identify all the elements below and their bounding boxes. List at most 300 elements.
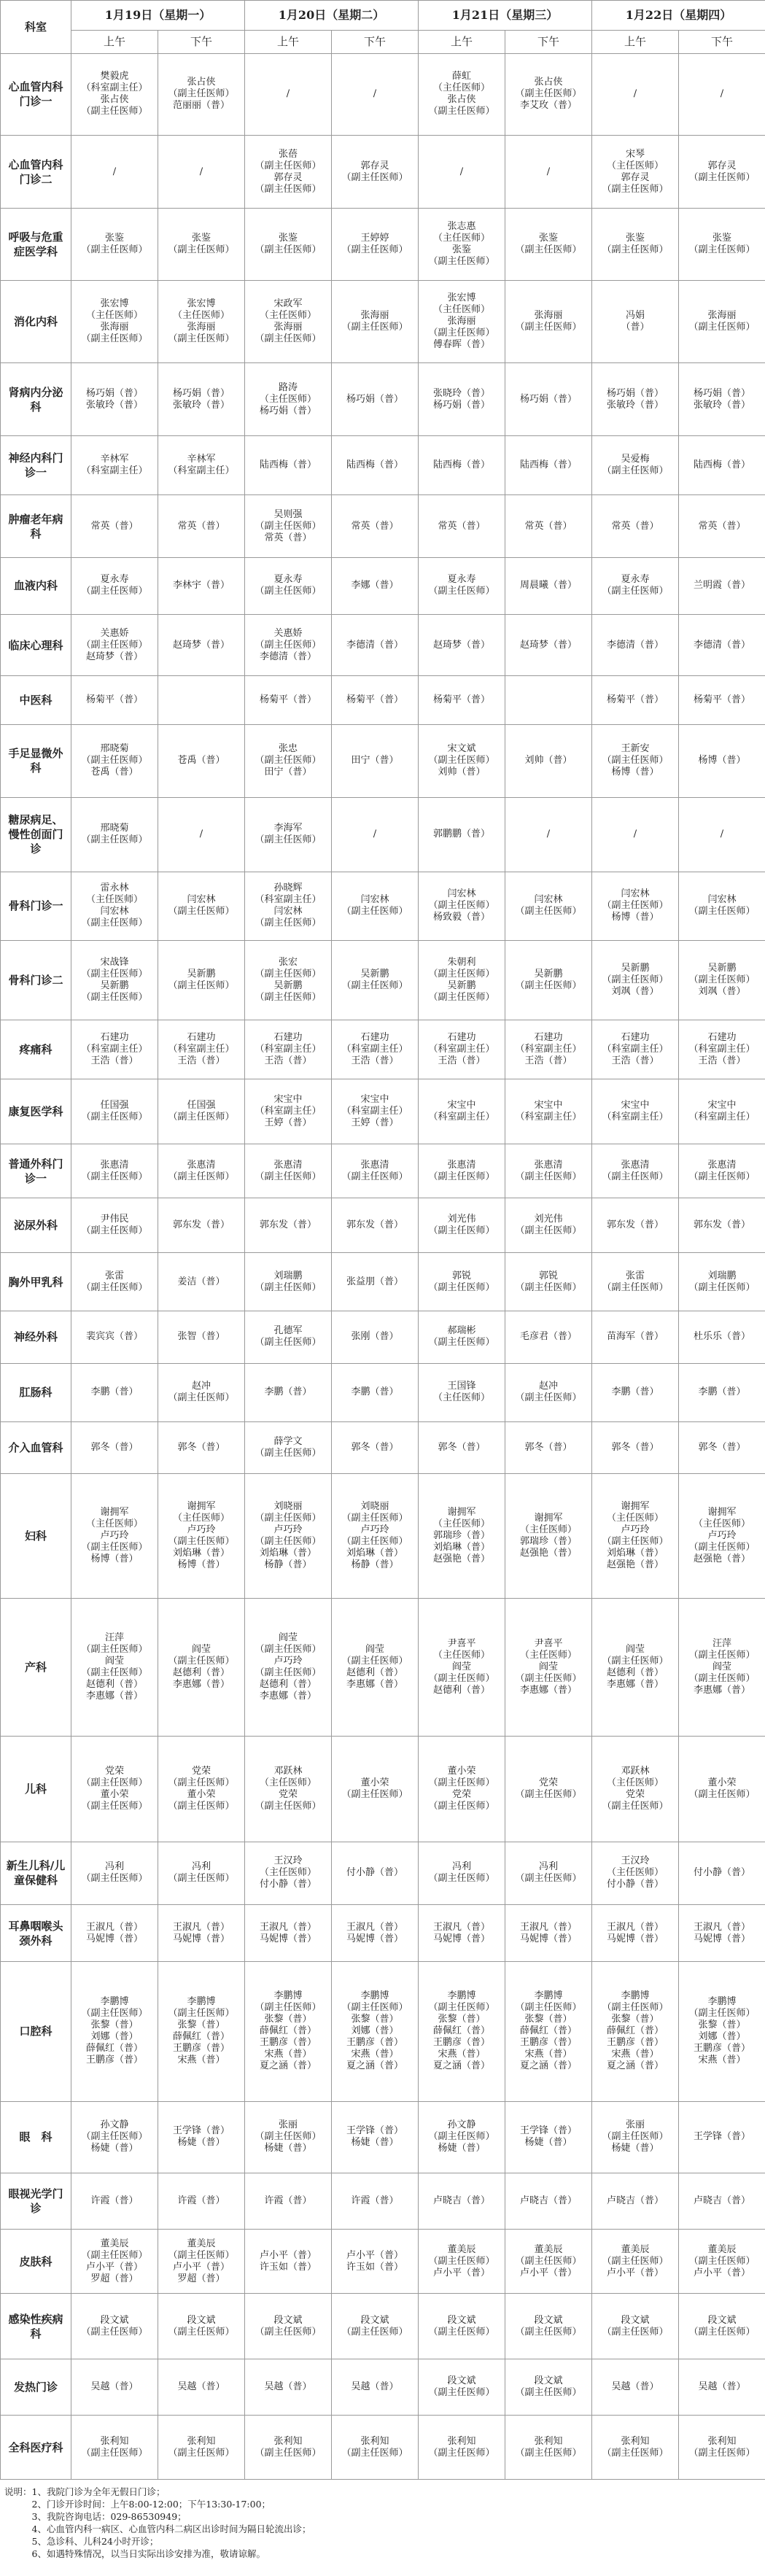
doctor-cell: 李鹏博 （副主任医师） 张黎（普） 刘娜（普） 王鹏彦（普） 宋燕（普） 夏之涵（普） (332, 1962, 419, 2101)
doctor-cell: 刘瑞鹏 （副主任医师） (679, 1252, 765, 1311)
doctor-cell: 张鉴 （副主任医师） (592, 209, 679, 280)
doctor-cell: 李鹏（普） (332, 1363, 419, 1421)
doctor-cell: 郭冬（普） (592, 1421, 679, 1474)
doctor-cell: 阎莹 （副主任医师） 赵德利（普） 李惠娜（普） (592, 1599, 679, 1737)
doctor-cell: 王汉玲 （主任医师） 付小静（普） (592, 1842, 679, 1905)
doctor-cell: 董小荣 （副主任医师） (332, 1737, 419, 1842)
table-row (1, 1599, 765, 1737)
doctor-cell: 许霞（普） (332, 2173, 419, 2229)
doctor-cell: 赵琦梦（普） (158, 614, 245, 675)
doctor-cell: 田宁（普） (332, 724, 419, 797)
doctor-cell: / (679, 798, 765, 872)
doctor-cell: 尹伟民 （副主任医师） (71, 1198, 158, 1253)
doctor-cell: 张海丽 （副主任医师） (679, 280, 765, 362)
table-row (1, 798, 765, 872)
doctor-cell: 薛虹 （主任医师） 张占侠 （副主任医师） (419, 53, 505, 135)
doctor-cell: 闫宏林 （副主任医师） (505, 872, 592, 940)
doctor-cell: 张刚（普） (332, 1311, 419, 1364)
doctor-cell: 王国锋 （主任医师） (419, 1363, 505, 1421)
doctor-cell: 朱朝利 （副主任医师） 吴新鹏 （副主任医师） (419, 940, 505, 1020)
doctor-cell: 刘帅（普） (505, 724, 592, 797)
doctor-cell: 王淑凡（普） 马妮博（普） (419, 1905, 505, 1962)
table-row (1, 1144, 765, 1198)
doctor-cell: 石建功 （科室副主任） 王浩（普） (679, 1020, 765, 1079)
doctor-cell: 谢拥军 （主任医师） 郭瑞珍（普） 刘焰琳（普） 赵强艳（普） (419, 1474, 505, 1599)
doctor-cell: / (158, 798, 245, 872)
table-row (1, 2229, 765, 2294)
doctor-cell: 闫宏林 （副主任医师） 杨致毅（普） (419, 872, 505, 940)
doctor-cell: 董美辰 （副主任医师） 卢小平（普） (592, 2229, 679, 2294)
doctor-cell: 党荣 （副主任医师） 董小荣 （副主任医师） (158, 1737, 245, 1842)
doctor-cell: 常英（普） (419, 495, 505, 557)
doctor-cell: / (505, 135, 592, 208)
doctor-cell: 王淑凡（普） 马妮博（普） (505, 1905, 592, 1962)
note-line: 3、我院咨询电话：029-86530949； (4, 2511, 187, 2522)
dept-name: 新生儿科/儿童保健科 (1, 1842, 71, 1905)
doctor-cell: 李德清（普） (332, 614, 419, 675)
table-row (1, 2173, 765, 2229)
doctor-cell: 张惠清 （副主任医师） (332, 1144, 419, 1198)
doctor-cell: 常英（普） (505, 495, 592, 557)
doctor-cell: 冯利 （副主任医师） (158, 1842, 245, 1905)
doctor-cell: 杜乐乐（普） (679, 1311, 765, 1364)
doctor-cell: 董美辰 （副主任医师） 卢小平（普） 罗超（普） (71, 2229, 158, 2294)
table-row (1, 1962, 765, 2101)
doctor-cell: 王汉玲 （主任医师） 付小静（普） (245, 1842, 332, 1905)
doctor-cell: 赵冲 （副主任医师） (158, 1363, 245, 1421)
doctor-cell: 董小荣 （副主任医师） 党荣 （副主任医师） (419, 1737, 505, 1842)
doctor-cell: 辛林军 （科室副主任） (158, 436, 245, 495)
doctor-cell: 谢拥军 （主任医师） 郭瑞珍（普） 赵强艳（普） (505, 1474, 592, 1599)
doctor-cell: 张蓓 （副主任医师） 郭存灵 （副主任医师） (245, 135, 332, 208)
doctor-cell: 王淑凡（普） 马妮博（普） (245, 1905, 332, 1962)
doctor-cell: 孙文静 （副主任医师） 杨婕（普） (419, 2101, 505, 2173)
doctor-cell: 张占侠 （副主任医师） 李艾玫（普） (505, 53, 592, 135)
doctor-cell: 杨菊平（普） (419, 676, 505, 724)
doctor-cell: 张利知 （副主任医师） (71, 2416, 158, 2480)
doctor-cell: 张惠清 （副主任医师） (679, 1144, 765, 1198)
doctor-cell: 许霞（普） (245, 2173, 332, 2229)
doctor-cell: 郭冬（普） (332, 1421, 419, 1474)
doctor-cell: 杨菊平（普） (245, 676, 332, 724)
doctor-cell: 宋宝中 （科室副主任） 王婷（普） (332, 1079, 419, 1144)
doctor-cell: 张宏博 （主任医师） 张海丽 （副主任医师） (71, 280, 158, 362)
doctor-cell: 张利知 （副主任医师） (419, 2416, 505, 2480)
table-row (1, 209, 765, 280)
doctor-cell: 李鹏（普） (592, 1363, 679, 1421)
doctor-cell: / (592, 798, 679, 872)
doctor-cell: 宋宝中 （科室副主任） (505, 1079, 592, 1144)
doctor-cell: 党荣 （副主任医师） 董小荣 （副主任医师） (71, 1737, 158, 1842)
doctor-cell: 郭冬（普） (679, 1421, 765, 1474)
doctor-cell: 闫宏林 （副主任医师） (158, 872, 245, 940)
doctor-cell: 刘光伟 （副主任医师） (505, 1198, 592, 1253)
doctor-cell: 张惠清 （副主任医师） (158, 1144, 245, 1198)
doctor-cell: 刘晓丽 （副主任医师） 卢巧玲 （副主任医师） 刘焰琳（普） 杨静（普） (332, 1474, 419, 1599)
doctor-cell: 张雷 （副主任医师） (71, 1252, 158, 1311)
doctor-cell: 陆西梅（普） (245, 436, 332, 495)
doctor-cell: 裴宾宾（普） (71, 1311, 158, 1364)
doctor-cell: 邓跃林 （主任医师） 党荣 （副主任医师） (245, 1737, 332, 1842)
doctor-cell: 段文斌 （副主任医师） (505, 2294, 592, 2359)
doctor-cell: 郭东发（普） (679, 1198, 765, 1253)
doctor-cell: 汪萍 （副主任医师） 阎莹 （副主任医师） 赵德利（普） 李惠娜（普） (71, 1599, 158, 1737)
doctor-cell: 张宏博 （主任医师） 张海丽 （副主任医师） 傅春晖（普） (419, 280, 505, 362)
dept-name: 骨科门诊一 (1, 872, 71, 940)
doctor-cell: 陆西梅（普） (505, 436, 592, 495)
dept-name: 皮肤科 (1, 2229, 71, 2294)
doctor-cell: 吴越（普） (245, 2359, 332, 2416)
doctor-cell: 吴越（普） (592, 2359, 679, 2416)
doctor-cell: 石建功 （科室副主任） 王浩（普） (158, 1020, 245, 1079)
doctor-cell: 谢拥军 （主任医师） 卢巧玲 （副主任医师） 刘焰琳（普） 赵强艳（普） (592, 1474, 679, 1599)
dept-name: 骨科门诊二 (1, 940, 71, 1020)
doctor-cell: 董美辰 （副主任医师） 卢小平（普） 罗超（普） (158, 2229, 245, 2294)
doctor-cell: 李林宇（普） (158, 557, 245, 614)
dept-name: 泌尿外科 (1, 1198, 71, 1253)
doctor-cell: 吴越（普） (158, 2359, 245, 2416)
doctor-cell: 段文斌 （副主任医师） (419, 2359, 505, 2416)
note-line: 2、门诊开诊时间：上午8:00-12:00；下午13:30-17:00； (4, 2499, 271, 2510)
table-row (1, 614, 765, 675)
doctor-cell: 吴新鹏 （副主任医师） 刘飒（普） (679, 940, 765, 1020)
dept-name: 糖尿病足、慢性创面门诊 (1, 798, 71, 872)
doctor-cell: 辛林军 （科室副主任） (71, 436, 158, 495)
doctor-cell: 李德清（普） (679, 614, 765, 675)
doctor-cell: 吴越（普） (679, 2359, 765, 2416)
table-row (1, 1737, 765, 1842)
doctor-cell: 李鹏博 （副主任医师） 张黎（普） 薛佩红（普） 王鹏彦（普） 宋燕（普） 夏之涵（普） (505, 1962, 592, 2101)
doctor-cell (505, 676, 592, 724)
doctor-cell: 宋宝中 （科室副主任） (592, 1079, 679, 1144)
doctor-cell: 吴越（普） (332, 2359, 419, 2416)
doctor-cell: 毛彦君（普） (505, 1311, 592, 1364)
doctor-cell: / (332, 798, 419, 872)
pm-header: 下午 (505, 30, 592, 53)
dept-name: 感染性疾病科 (1, 2294, 71, 2359)
doctor-cell: / (505, 798, 592, 872)
doctor-cell: 阎莹 （副主任医师） 赵德利（普） 李惠娜（普） (332, 1599, 419, 1737)
doctor-cell: 冯利 （副主任医师） (71, 1842, 158, 1905)
doctor-cell: 王淑凡（普） 马妮博（普） (158, 1905, 245, 1962)
doctor-cell: 郭冬（普） (505, 1421, 592, 1474)
dept-name: 疼痛科 (1, 1020, 71, 1079)
doctor-cell: 石建功 （科室副主任） 王浩（普） (71, 1020, 158, 1079)
table-row (1, 280, 765, 362)
day-header: 1月20日（星期二） (245, 1, 419, 31)
doctor-cell: 郭东发（普） (592, 1198, 679, 1253)
doctor-cell: 常英（普） (71, 495, 158, 557)
doctor-cell: 夏永寿 （副主任医师） (592, 557, 679, 614)
doctor-cell: 张占侠 （副主任医师） 范丽丽（普） (158, 53, 245, 135)
table-row (1, 940, 765, 1020)
doctor-cell: 卢晓吉（普） (679, 2173, 765, 2229)
doctor-cell: 关惠娇 （副主任医师） 李德清（普） (245, 614, 332, 675)
doctor-cell: 卢晓吉（普） (592, 2173, 679, 2229)
doctor-cell: 张鉴 （副主任医师） (158, 209, 245, 280)
pm-header: 下午 (158, 30, 245, 53)
table-row (1, 135, 765, 208)
doctor-cell: 段文斌 （副主任医师） (505, 2359, 592, 2416)
doctor-cell: 赵冲 （副主任医师） (505, 1363, 592, 1421)
doctor-cell: 张利知 （副主任医师） (592, 2416, 679, 2480)
doctor-cell: 王淑凡（普） 马妮博（普） (592, 1905, 679, 1962)
doctor-cell: 张晓玲（普） 杨巧娟（普） (419, 362, 505, 435)
doctor-cell: 董小荣 （副主任医师） (679, 1737, 765, 1842)
doctor-cell: 卢晓吉（普） (419, 2173, 505, 2229)
doctor-cell: 樊毅虎 （科室副主任） 张占侠 （副主任医师） (71, 53, 158, 135)
doctor-cell: 王学锋（普） 杨婕（普） (505, 2101, 592, 2173)
doctor-cell: 党荣 （副主任医师） (505, 1737, 592, 1842)
doctor-cell: 段文斌 （副主任医师） (71, 2294, 158, 2359)
doctor-cell: 董美辰 （副主任医师） 卢小平（普） (505, 2229, 592, 2294)
doctor-cell: 许霞（普） (71, 2173, 158, 2229)
doctor-cell: 郭锐 （副主任医师） (419, 1252, 505, 1311)
dept-name: 神经外科 (1, 1311, 71, 1364)
doctor-cell: 郭冬（普） (419, 1421, 505, 1474)
doctor-cell: 宋文斌 （副主任医师） 刘帅（普） (419, 724, 505, 797)
table-row (1, 53, 765, 135)
dept-header: 科室 (1, 1, 71, 54)
dept-name: 儿科 (1, 1737, 71, 1842)
doctor-cell: 王淑凡（普） 马妮博（普） (332, 1905, 419, 1962)
doctor-cell: 薛学文 （副主任医师） (245, 1421, 332, 1474)
doctor-cell: 张鉴 （副主任医师） (679, 209, 765, 280)
dept-name: 发热门诊 (1, 2359, 71, 2416)
doctor-cell: 吴新鹏 （副主任医师） (505, 940, 592, 1020)
table-row (1, 1079, 765, 1144)
doctor-cell: 张雷 （副主任医师） (592, 1252, 679, 1311)
doctor-cell: 郭鹏鹏（普） (419, 798, 505, 872)
day-header: 1月19日（星期一） (71, 1, 245, 31)
doctor-cell: 冯利 （副主任医师） (505, 1842, 592, 1905)
doctor-cell: 李鹏博 （副主任医师） 张黎（普） 薛佩红（普） 王鹏彦（普） 宋燕（普） 夏之涵（普） (419, 1962, 505, 2101)
table-row (1, 436, 765, 495)
doctor-cell: 张惠清 （副主任医师） (245, 1144, 332, 1198)
dept-name: 妇科 (1, 1474, 71, 1599)
doctor-cell: 王新安 （副主任医师） 杨博（普） (592, 724, 679, 797)
doctor-cell: 吴新鹏 （副主任医师） (332, 940, 419, 1020)
dept-name: 手足显微外科 (1, 724, 71, 797)
table-row (1, 557, 765, 614)
doctor-cell: 苍禹（普） (158, 724, 245, 797)
doctor-cell: 路涛 （主任医师） 杨巧娟（普） (245, 362, 332, 435)
pm-header: 下午 (332, 30, 419, 53)
doctor-cell: 郭存灵 （副主任医师） (679, 135, 765, 208)
doctor-cell: 阎莹 （副主任医师） 赵德利（普） 李惠娜（普） (158, 1599, 245, 1737)
doctor-cell: 李鹏博 （副主任医师） 张黎（普） 刘娜（普） 王鹏彦（普） 宋燕（普） (679, 1962, 765, 2101)
doctor-cell: 张利知 （副主任医师） (245, 2416, 332, 2480)
doctor-cell: 张惠清 （副主任医师） (592, 1144, 679, 1198)
header-ampm-row (1, 30, 765, 53)
doctor-cell: 张鉴 （副主任医师） (505, 209, 592, 280)
doctor-cell: 张志惠 （主任医师） 张鉴 （副主任医师） (419, 209, 505, 280)
doctor-cell: 郝瑞彬 （副主任医师） (419, 1311, 505, 1364)
table-row (1, 676, 765, 724)
table-row (1, 1020, 765, 1079)
dept-name: 临床心理科 (1, 614, 71, 675)
doctor-cell: 刘晓丽 （副主任医师） 卢巧玲 （副主任医师） 刘焰琳（普） 杨静（普） (245, 1474, 332, 1599)
pm-header: 下午 (679, 30, 765, 53)
doctor-cell: 宋战锋 （副主任医师） 吴新鹏 （副主任医师） (71, 940, 158, 1020)
doctor-cell: 段文斌 （副主任医师） (245, 2294, 332, 2359)
doctor-cell: 兰明霞（普） (679, 557, 765, 614)
doctor-cell: 陆西梅（普） (332, 436, 419, 495)
doctor-cell: 任国强 （副主任医师） (158, 1079, 245, 1144)
doctor-cell: 宋宝中 （科室副主任） 王婷（普） (245, 1079, 332, 1144)
am-header: 上午 (245, 30, 332, 53)
doctor-cell: 卢小平（普） 许玉如（普） (245, 2229, 332, 2294)
dept-name: 消化内科 (1, 280, 71, 362)
doctor-cell: 王学锋（普） 杨婕（普） (158, 2101, 245, 2173)
doctor-cell: 苗海军（普） (592, 1311, 679, 1364)
doctor-cell: / (245, 53, 332, 135)
doctor-cell: 张鉴 （副主任医师） (245, 209, 332, 280)
doctor-cell: 李鹏博 （副主任医师） 张黎（普） 薛佩红（普） 王鹏彦（普） 宋燕（普） 夏之涵（普） (592, 1962, 679, 2101)
doctor-cell: 吴越（普） (71, 2359, 158, 2416)
doctor-cell: 张惠清 （副主任医师） (419, 1144, 505, 1198)
doctor-cell: 付小静（普） (679, 1842, 765, 1905)
table-row (1, 1474, 765, 1599)
doctor-cell: 段文斌 （副主任医师） (592, 2294, 679, 2359)
doctor-cell: 段文斌 （副主任医师） (679, 2294, 765, 2359)
dept-name: 产科 (1, 1599, 71, 1737)
dept-name: 全科医疗科 (1, 2416, 71, 2480)
doctor-cell: 陆西梅（普） (419, 436, 505, 495)
doctor-cell: 宋琴 （主任医师） 郭存灵 （副主任医师） (592, 135, 679, 208)
dept-name: 耳鼻咽喉头颈外科 (1, 1905, 71, 1962)
doctor-cell: 赵琦梦（普） (505, 614, 592, 675)
doctor-cell: 杨博（普） (679, 724, 765, 797)
doctor-cell: 闫宏林 （副主任医师） (332, 872, 419, 940)
doctor-cell: 阎莹 （副主任医师） 卢巧玲 （副主任医师） 赵德利（普） 李惠娜（普） (245, 1599, 332, 1737)
notes-section (4, 2486, 760, 2560)
doctor-cell: 卢晓吉（普） (505, 2173, 592, 2229)
doctor-cell: 李鹏博 （副主任医师） 张黎（普） 刘娜（普） 薛佩红（普） 王鹏彦（普） (71, 1962, 158, 2101)
doctor-cell: 张利知 （副主任医师） (505, 2416, 592, 2480)
table-row (1, 1311, 765, 1364)
doctor-cell: 汪萍 （副主任医师） 阎莹 （副主任医师） 李惠娜（普） (679, 1599, 765, 1737)
doctor-cell: 李德清（普） (592, 614, 679, 675)
doctor-cell: 闫宏林 （副主任医师） (679, 872, 765, 940)
doctor-cell: 郭冬（普） (71, 1421, 158, 1474)
table-row (1, 724, 765, 797)
doctor-cell: 张利知 （副主任医师） (679, 2416, 765, 2480)
doctor-cell: 常英（普） (679, 495, 765, 557)
doctor-cell: 卢小平（普） 许玉如（普） (332, 2229, 419, 2294)
table-row (1, 1905, 765, 1962)
dept-name: 神经内科门诊一 (1, 436, 71, 495)
doctor-cell: 杨巧娟（普） (332, 362, 419, 435)
am-header: 上午 (592, 30, 679, 53)
doctor-cell: 董美辰 （副主任医师） 卢小平（普） (679, 2229, 765, 2294)
doctor-cell: / (158, 135, 245, 208)
doctor-cell: 李鹏博 （副主任医师） 张黎（普） 薛佩红（普） 王鹏彦（普） 宋燕（普） 夏之涵（普） (245, 1962, 332, 2101)
doctor-cell: 雷永林 （主任医师） 闫宏林 （副主任医师） (71, 872, 158, 940)
table-row (1, 2416, 765, 2480)
doctor-cell: / (332, 53, 419, 135)
table-row (1, 1421, 765, 1474)
note-line: 说明：1、我院门诊为全年无假日门诊； (4, 2486, 166, 2497)
doctor-cell: 吴新鹏 （副主任医师） (158, 940, 245, 1020)
doctor-cell: 李鹏（普） (245, 1363, 332, 1421)
doctor-cell: 张利知 （副主任医师） (332, 2416, 419, 2480)
doctor-cell: 付小静（普） (332, 1842, 419, 1905)
doctor-cell: 谢拥军 （主任医师） 卢巧玲 （副主任医师） 杨博（普） (71, 1474, 158, 1599)
table-row (1, 2294, 765, 2359)
day-header: 1月21日（星期三） (419, 1, 592, 31)
doctor-cell: 杨巧娟（普） 张敏玲（普） (679, 362, 765, 435)
table-row (1, 495, 765, 557)
doctor-cell: 夏永寿 （副主任医师） (245, 557, 332, 614)
doctor-cell: 张宏博 （主任医师） 张海丽 （副主任医师） (158, 280, 245, 362)
table-row (1, 872, 765, 940)
doctor-cell: / (592, 53, 679, 135)
doctor-cell: 邓跃林 （主任医师） 党荣 （副主任医师） (592, 1737, 679, 1842)
doctor-cell: 陆西梅（普） (679, 436, 765, 495)
doctor-cell: 宋宝中 （科室副主任） (679, 1079, 765, 1144)
note-line: 4、心血管内科一病区、心血管内科二病区出诊时间为隔日轮流出诊； (4, 2523, 311, 2534)
doctor-cell: / (419, 135, 505, 208)
dept-name: 胸外甲乳科 (1, 1252, 71, 1311)
doctor-cell: 杨菊平（普） (332, 676, 419, 724)
dept-name: 普通外科门诊一 (1, 1144, 71, 1198)
doctor-cell: 刘光伟 （副主任医师） (419, 1198, 505, 1253)
table-row (1, 1198, 765, 1253)
header-days-row (1, 1, 765, 31)
doctor-cell: 杨巧娟（普） 张敏玲（普） (592, 362, 679, 435)
doctor-cell: 常英（普） (592, 495, 679, 557)
doctor-cell: 张海丽 （副主任医师） (505, 280, 592, 362)
doctor-cell: 宋政军 （主任医师） 张海丽 （副主任医师） (245, 280, 332, 362)
doctor-cell: 石建功 （科室副主任） 王浩（普） (332, 1020, 419, 1079)
doctor-cell: 常英（普） (332, 495, 419, 557)
doctor-cell: 张宏 （副主任医师） 吴新鹏 （副主任医师） (245, 940, 332, 1020)
doctor-cell: 吴爱梅 （副主任医师） (592, 436, 679, 495)
doctor-cell: 段文斌 （副主任医师） (332, 2294, 419, 2359)
doctor-cell: / (679, 53, 765, 135)
doctor-cell: 张益朋（普） (332, 1252, 419, 1311)
table-row (1, 1252, 765, 1311)
doctor-cell: 孙晓辉 （科室副主任） 闫宏林 （副主任医师） (245, 872, 332, 940)
am-header: 上午 (419, 30, 505, 53)
dept-name: 肛肠科 (1, 1363, 71, 1421)
doctor-cell: 冯利 （副主任医师） (419, 1842, 505, 1905)
doctor-cell: 王婷婷 （副主任医师） (332, 209, 419, 280)
doctor-cell: 董美辰 （副主任医师） 卢小平（普） (419, 2229, 505, 2294)
table-row (1, 2101, 765, 2173)
doctor-cell: 石建功 （科室副主任） 王浩（普） (505, 1020, 592, 1079)
doctor-cell: 杨巧娟（普） (505, 362, 592, 435)
doctor-cell: 刘瑞鹏 （副主任医师） (245, 1252, 332, 1311)
doctor-cell: 吴则强 （副主任医师） 常英（普） (245, 495, 332, 557)
doctor-cell: 张智（普） (158, 1311, 245, 1364)
doctor-cell: 郭东发（普） (332, 1198, 419, 1253)
doctor-cell: 张利知 （副主任医师） (158, 2416, 245, 2480)
schedule-body (1, 1, 765, 2480)
dept-name: 肾病内分泌科 (1, 362, 71, 435)
dept-name: 呼吸与危重症医学科 (1, 209, 71, 280)
doctor-cell: 张鉴 （副主任医师） (71, 209, 158, 280)
dept-name: 中医科 (1, 676, 71, 724)
doctor-cell: 李鹏博 （副主任医师） 张黎（普） 薛佩红（普） 王鹏彦（普） 宋燕（普） (158, 1962, 245, 2101)
dept-name: 心血管内科门诊二 (1, 135, 71, 208)
dept-name: 肿瘤老年病科 (1, 495, 71, 557)
doctor-cell (158, 676, 245, 724)
doctor-cell: 郭锐 （副主任医师） (505, 1252, 592, 1311)
doctor-cell: 李海军 （副主任医师） (245, 798, 332, 872)
dept-name: 血液内科 (1, 557, 71, 614)
